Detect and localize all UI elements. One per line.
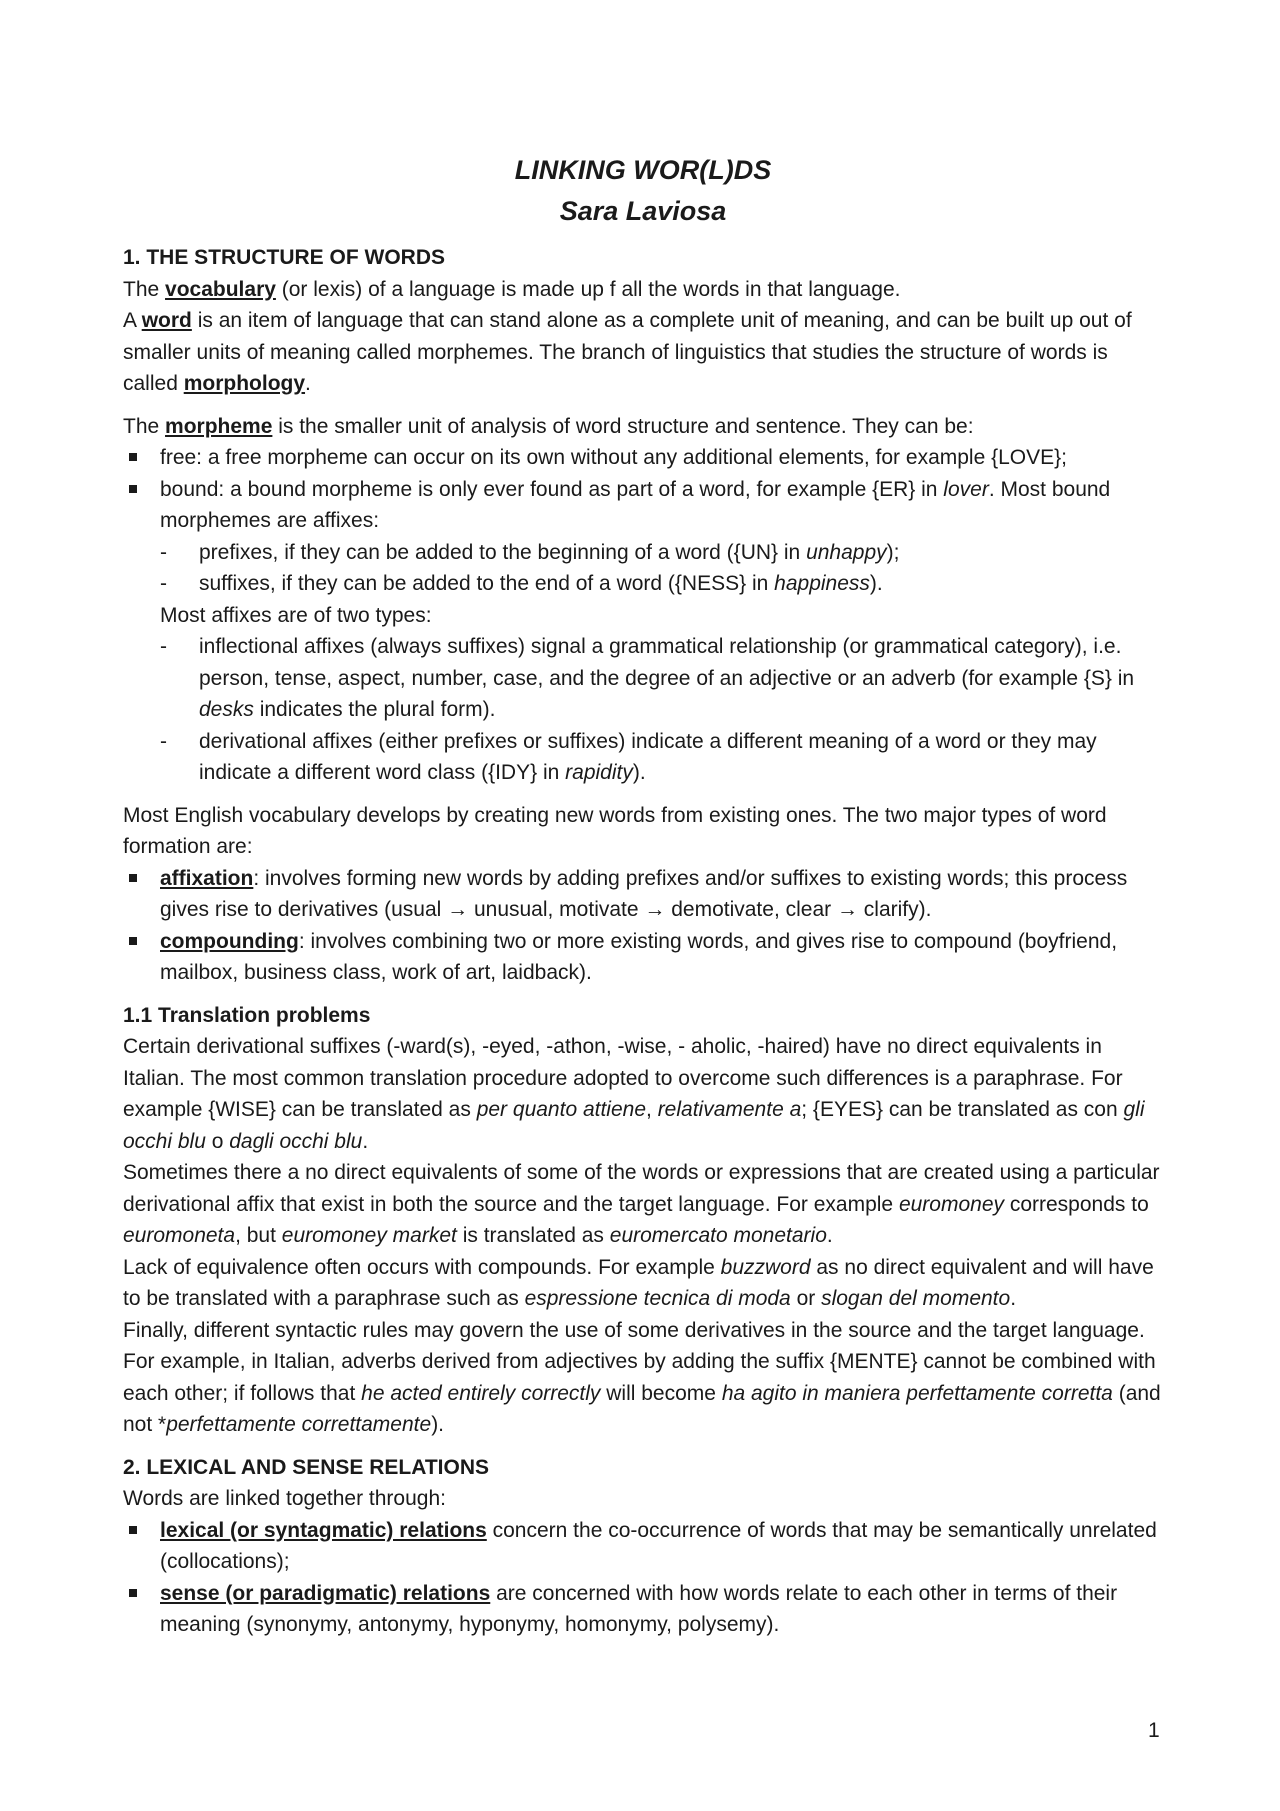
- dash-bullet-icon: -: [160, 540, 167, 564]
- term-compounding: compounding: [160, 929, 299, 953]
- paragraph-word-formation: Most English vocabulary develops by creating new words from existing ones. The two major types of word formation are:: [123, 803, 1107, 858]
- dash-bullet-icon: -: [160, 635, 167, 658]
- list-item-lexical-relations: lexical (or syntagmatic) relations concern the co-occurrence of words that may be semantically unrelated (collocations);: [123, 1515, 1163, 1578]
- square-bullet-icon: [129, 485, 137, 493]
- paragraph-compounds: Lack of equivalence often occurs with compounds. For example buzzword as no direct equivalent and will have to be translated with a paraphrase such as espressione tecnica di moda or slogan del momento.: [123, 1255, 1154, 1310]
- list-item-inflectional: - inflectional affixes (always suffixes) signal a grammatical relationship (or grammatical category), i.e. person, tense, aspect, number, case, and the degree of an adjective or an adverb (for example {S} in desks indicates the plural form).: [160, 631, 1163, 726]
- page-number: 1: [1148, 1719, 1160, 1742]
- section-heading-structure-of-words: 1. THE STRUCTURE OF WORDS: [123, 246, 446, 269]
- list-item-sense-relations: sense (or paradigmatic) relations are concerned with how words relate to each other in terms of their meaning (synonymy, antonymy, hyponymy, homonymy, polysemy).: [123, 1578, 1163, 1641]
- square-bullet-icon: [129, 1526, 137, 1534]
- paragraph-euromoney: Sometimes there a no direct equivalents of some of the words or expressions that are created using a particular derivational affix that exist in both the source and the target language. For example euromoney corresponds to euromoneta, but euromoney market is translated as euromercato monetario.: [123, 1161, 1160, 1247]
- relations-list: [123, 1515, 1163, 1641]
- term-sense-relations: sense (or paradigmatic) relations: [160, 1581, 491, 1605]
- section-heading-translation-problems: 1.1 Translation problems: [123, 1003, 371, 1027]
- affix-types-intro: Most affixes are of two types:: [160, 603, 432, 627]
- dash-bullet-icon: -: [160, 572, 167, 595]
- term-affixation: affixation: [160, 866, 254, 890]
- paragraph-vocabulary: The vocabulary (or lexis) of a language is made up f all the words in that language.: [123, 277, 901, 301]
- dash-bullet-icon: -: [160, 729, 167, 753]
- section-heading-lexical-sense-relations: 2. LEXICAL AND SENSE RELATIONS: [123, 1455, 489, 1479]
- paragraph-derivational-suffixes: Certain derivational suffixes (-ward(s), -eyed, -athon, -wise, - aholic, -haired) have no direct equivalents in Italian. The most common translation procedure adopted to overcome such differences is a paraphrase. For example {WISE} can be translated as per quanto attiene, relativamente a; {EYES} can be translated as con gli occhi blu o dagli occhi blu.: [123, 1035, 1145, 1153]
- paragraph-words-linked: Words are linked together through:: [123, 1487, 446, 1510]
- paragraph-morpheme: The morpheme is the smaller unit of analysis of word structure and sentence. They can be:: [123, 414, 974, 438]
- word-formation-list: [123, 863, 1163, 989]
- square-bullet-icon: [129, 874, 137, 882]
- list-item-affixation: affixation: involves forming new words by adding prefixes and/or suffixes to existing words; this process gives rise to derivatives (usual → unusual, motivate → demotivate, clear → clarify).: [123, 863, 1163, 926]
- term-vocabulary: vocabulary: [165, 277, 276, 301]
- term-word: word: [141, 309, 192, 332]
- document-content: [123, 150, 1163, 1641]
- list-item-prefixes: - prefixes, if they can be added to the beginning of a word ({UN} in unhappy);: [160, 537, 1163, 569]
- morpheme-types-list: [123, 442, 1163, 789]
- square-bullet-icon: [129, 1589, 137, 1597]
- term-morpheme: morpheme: [165, 414, 273, 438]
- affix-position-list: [160, 537, 1163, 600]
- list-item-compounding: compounding: involves combining two or more existing words, and gives rise to compound (boyfriend, mailbox, business class, work of art, laidback).: [123, 926, 1163, 989]
- document-title: LINKING WOR(L)DS: [514, 155, 772, 185]
- term-morphology: morphology: [183, 372, 306, 395]
- square-bullet-icon: [129, 453, 137, 461]
- paragraph-word: A word is an item of language that can stand alone as a complete unit of meaning, and can be built up out of smaller units of meaning called morphemes. The branch of linguistics that studies the structure of words is called morphology.: [123, 309, 1132, 395]
- list-item-derivational: - derivational affixes (either prefixes or suffixes) indicate a different meaning of a word or they may indicate a different word class ({IDY} in rapidity).: [160, 726, 1163, 789]
- square-bullet-icon: [129, 937, 137, 945]
- paragraph-syntactic-rules: Finally, different syntactic rules may govern the use of some derivatives in the source and the target language. For example, in Italian, adverbs derived from adjectives by adding the suffix {MENTE} cannot be combined with each other; if follows that he acted entirely correctly will become ha agito in maniera perfettamente corretta (and not *perfettamente correttamente).: [123, 1318, 1161, 1436]
- document-author: Sara Laviosa: [559, 196, 727, 226]
- affix-types-list: [160, 631, 1163, 789]
- list-item-bound: bound: a bound morpheme is only ever found as part of a word, for example {ER} in lover. Most bound morphemes are affixes: - prefixes, if they can be added to the beginning of a word ({UN} in unhappy); - suffixes, if they can be added to the end of a word ({NESS} in happiness). Most affixes are of two types: - inflectional affixes (always suffixes) signal a grammatical relationship (or grammatical category), i.e. person, tense, aspect, number, case, and the degree of an adjective or an adverb (for example {S} in desks indicates the plural form). - derivational affixes (either prefixes or suffixes) indicate a different meaning of a word or they may indicate a different word class ({IDY} in rapidity).: [123, 474, 1163, 789]
- list-item-suffixes: - suffixes, if they can be added to the end of a word ({NESS} in happiness).: [160, 568, 1163, 600]
- term-lexical-relations: lexical (or syntagmatic) relations: [160, 1518, 487, 1542]
- list-item-free: free: a free morpheme can occur on its own without any additional elements, for example {LOVE};: [123, 442, 1163, 474]
